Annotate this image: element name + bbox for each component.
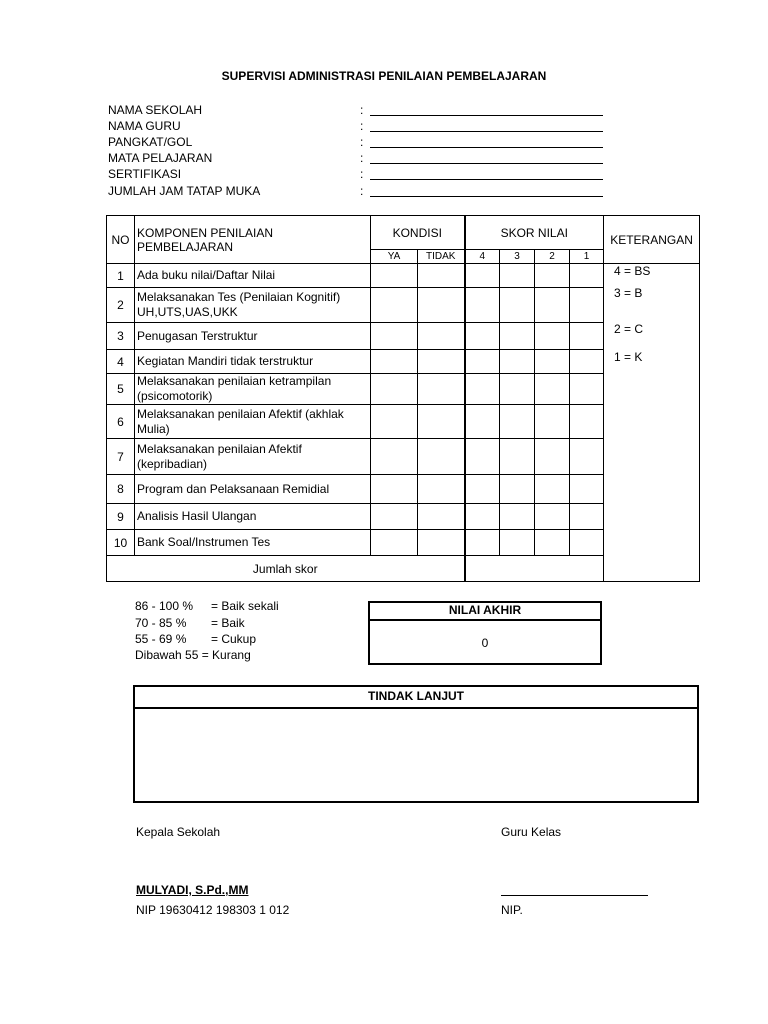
- cell-skor-3[interactable]: [500, 504, 535, 530]
- info-label: NAMA SEKOLAH: [108, 103, 203, 117]
- row-no: 10: [107, 530, 135, 556]
- kepala-sekolah-nip: NIP 19630412 198303 1 012: [136, 903, 290, 917]
- nama-sekolah-field[interactable]: [370, 115, 603, 116]
- cell-tidak[interactable]: [418, 350, 465, 374]
- nilai-akhir-label: NILAI AKHIR: [370, 603, 600, 621]
- cell-tidak[interactable]: [418, 530, 465, 556]
- keterangan-item: 4 = BS: [614, 264, 651, 278]
- row-komponen: Penugasan Terstruktur: [135, 323, 371, 350]
- cell-skor-4[interactable]: [465, 264, 500, 288]
- cell-skor-3[interactable]: [500, 475, 535, 504]
- row-no: 8: [107, 475, 135, 504]
- row-no: 9: [107, 504, 135, 530]
- cell-skor-2[interactable]: [535, 530, 570, 556]
- cell-tidak[interactable]: [418, 405, 465, 439]
- cell-ya[interactable]: [371, 264, 418, 288]
- cell-skor-2[interactable]: [535, 264, 570, 288]
- cell-skor-3[interactable]: [500, 350, 535, 374]
- row-komponen: Melaksanakan penilaian Afektif (akhlak Mulia): [135, 405, 371, 439]
- cell-skor-4[interactable]: [465, 530, 500, 556]
- cell-skor-3[interactable]: [500, 264, 535, 288]
- header-skor-2: 2: [535, 250, 570, 264]
- tindak-lanjut-field[interactable]: [135, 709, 697, 803]
- row-komponen: Melaksanakan penilaian Afektif (kepribadian): [135, 439, 371, 475]
- pangkat-gol-field[interactable]: [370, 147, 603, 148]
- cell-ya[interactable]: [371, 374, 418, 405]
- grade-value: = Baik: [211, 616, 245, 630]
- jumlah-skor-value[interactable]: [465, 556, 604, 582]
- nilai-akhir-box: [368, 601, 602, 665]
- cell-skor-2[interactable]: [535, 405, 570, 439]
- cell-skor-4[interactable]: [465, 475, 500, 504]
- header-skor-4: 4: [465, 250, 500, 264]
- page-title: SUPERVISI ADMINISTRASI PENILAIAN PEMBELAJARAN: [221, 69, 547, 83]
- nilai-akhir-value[interactable]: 0: [481, 636, 489, 650]
- cell-skor-4[interactable]: [465, 323, 500, 350]
- cell-skor-2[interactable]: [535, 288, 570, 323]
- cell-skor-3[interactable]: [500, 374, 535, 405]
- info-label: MATA PELAJARAN: [108, 151, 213, 165]
- cell-skor-3[interactable]: [500, 288, 535, 323]
- header-keterangan: KETERANGAN: [604, 216, 700, 264]
- header-ya: YA: [371, 250, 418, 264]
- guru-kelas-signature-line[interactable]: [501, 895, 648, 896]
- info-colon: :: [360, 119, 364, 133]
- cell-skor-2[interactable]: [535, 374, 570, 405]
- guru-kelas-role: Guru Kelas: [501, 825, 562, 839]
- cell-skor-2[interactable]: [535, 350, 570, 374]
- cell-tidak[interactable]: [418, 323, 465, 350]
- row-komponen: Ada buku nilai/Daftar Nilai: [135, 264, 371, 288]
- cell-skor-4[interactable]: [465, 350, 500, 374]
- info-label: NAMA GURU: [108, 119, 181, 133]
- jumlah-jam-field[interactable]: [370, 196, 603, 197]
- info-label: JUMLAH JAM TATAP MUKA: [108, 184, 261, 198]
- kepala-sekolah-role: Kepala Sekolah: [136, 825, 221, 839]
- keterangan-cell: [604, 264, 700, 582]
- cell-skor-2[interactable]: [535, 323, 570, 350]
- keterangan-item: 1 = K: [614, 350, 643, 364]
- header-skor-nilai: SKOR NILAI: [465, 216, 604, 250]
- info-colon: :: [360, 184, 364, 198]
- grade-value: = Baik sekali: [211, 599, 279, 613]
- cell-skor-1[interactable]: [570, 405, 604, 439]
- jumlah-skor-label: Jumlah skor: [107, 556, 465, 582]
- cell-skor-1[interactable]: [570, 504, 604, 530]
- cell-skor-3[interactable]: [500, 405, 535, 439]
- cell-tidak[interactable]: [418, 374, 465, 405]
- cell-skor-4[interactable]: [465, 439, 500, 475]
- header-kondisi: KONDISI: [371, 216, 465, 250]
- info-label: PANGKAT/GOL: [108, 135, 193, 149]
- cell-skor-2[interactable]: [535, 475, 570, 504]
- cell-skor-1[interactable]: [570, 288, 604, 323]
- row-no: 2: [107, 288, 135, 323]
- cell-tidak[interactable]: [418, 504, 465, 530]
- cell-tidak[interactable]: [418, 264, 465, 288]
- row-komponen: Analisis Hasil Ulangan: [135, 504, 371, 530]
- row-komponen: Kegiatan Mandiri tidak terstruktur: [135, 350, 371, 374]
- row-no: 4: [107, 350, 135, 374]
- row-komponen: Program dan Pelaksanaan Remidial: [135, 475, 371, 504]
- row-no: 3: [107, 323, 135, 350]
- info-colon: :: [360, 135, 364, 149]
- cell-skor-1[interactable]: [570, 439, 604, 475]
- header-komponen: KOMPONEN PENILAIAN PEMBELAJARAN: [135, 216, 371, 264]
- info-colon: :: [360, 167, 364, 181]
- row-komponen: Melaksanakan penilaian ketrampilan (psicomotorik): [135, 374, 371, 405]
- cell-ya[interactable]: [371, 288, 418, 323]
- header-skor-1: 1: [570, 250, 604, 264]
- cell-skor-3[interactable]: [500, 439, 535, 475]
- grade-range: 70 - 85 %: [135, 616, 187, 630]
- assessment-table: [106, 215, 700, 582]
- header-tidak: TIDAK: [418, 250, 465, 264]
- cell-skor-1[interactable]: [570, 530, 604, 556]
- grade-value: = Cukup: [211, 632, 257, 646]
- row-no: 5: [107, 374, 135, 405]
- nama-guru-field[interactable]: [370, 131, 603, 132]
- cell-skor-1[interactable]: [570, 475, 604, 504]
- keterangan-item: 3 = B: [614, 286, 643, 300]
- cell-ya[interactable]: [371, 323, 418, 350]
- mata-pelajaran-field[interactable]: [370, 163, 603, 164]
- cell-skor-1[interactable]: [570, 264, 604, 288]
- cell-skor-3[interactable]: [500, 530, 535, 556]
- info-label: SERTIFIKASI: [108, 167, 182, 181]
- cell-skor-4[interactable]: [465, 288, 500, 323]
- guru-kelas-nip: NIP.: [501, 903, 523, 917]
- cell-ya[interactable]: [371, 350, 418, 374]
- cell-ya[interactable]: [371, 475, 418, 504]
- cell-tidak[interactable]: [418, 475, 465, 504]
- cell-skor-4[interactable]: [465, 374, 500, 405]
- tindak-lanjut-box: [133, 685, 699, 803]
- cell-tidak[interactable]: [418, 439, 465, 475]
- grade-range: 86 - 100 %: [135, 599, 194, 613]
- cell-tidak[interactable]: [418, 288, 465, 323]
- header-skor-3: 3: [500, 250, 535, 264]
- cell-skor-4[interactable]: [465, 405, 500, 439]
- cell-skor-1[interactable]: [570, 374, 604, 405]
- cell-ya[interactable]: [371, 405, 418, 439]
- row-no: 6: [107, 405, 135, 439]
- info-colon: :: [360, 151, 364, 165]
- grade-range: 55 - 69 %: [135, 632, 187, 646]
- cell-skor-4[interactable]: [465, 504, 500, 530]
- cell-ya[interactable]: [371, 504, 418, 530]
- cell-ya[interactable]: [371, 439, 418, 475]
- keterangan-item: 2 = C: [614, 322, 644, 336]
- table-row: [107, 264, 700, 288]
- cell-skor-2[interactable]: [535, 504, 570, 530]
- cell-ya[interactable]: [371, 530, 418, 556]
- cell-skor-2[interactable]: [535, 439, 570, 475]
- info-colon: :: [360, 103, 364, 117]
- grade-range: Dibawah 55 = Kurang: [135, 648, 251, 662]
- cell-skor-1[interactable]: [570, 323, 604, 350]
- cell-skor-1[interactable]: [570, 350, 604, 374]
- row-komponen: Bank Soal/Instrumen Tes: [135, 530, 371, 556]
- header-no: NO: [107, 216, 135, 264]
- row-no: 1: [107, 264, 135, 288]
- row-komponen: Melaksanakan Tes (Penilaian Kognitif) UH,UTS,UAS,UKK: [135, 288, 371, 323]
- sertifikasi-field[interactable]: [370, 179, 603, 180]
- row-no: 7: [107, 439, 135, 475]
- tindak-lanjut-label: TINDAK LANJUT: [135, 687, 697, 709]
- kepala-sekolah-name: MULYADI, S.Pd.,MM: [136, 883, 249, 897]
- cell-skor-3[interactable]: [500, 323, 535, 350]
